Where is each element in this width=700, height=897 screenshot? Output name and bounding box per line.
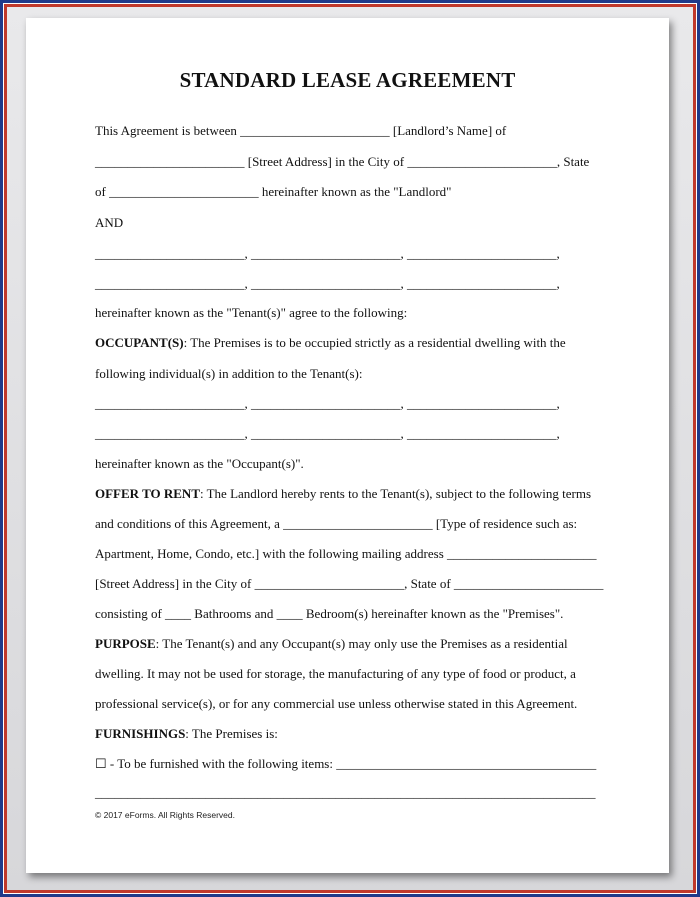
line-offer-2: and conditions of this Agreement, a _______________________ [Type of residence such as: xyxy=(95,516,578,531)
line-offer-1: OFFER TO RENT: The Landlord hereby rents to the Tenant(s), subject to the following terms xyxy=(95,486,592,501)
copyright-notice: © 2017 eForms. All Rights Reserved. xyxy=(95,810,235,820)
line-parties-1: This Agreement is between _______________________ [Landlord’s Name] of xyxy=(95,123,507,138)
document-page xyxy=(26,18,669,873)
line-occupants-1: OCCUPANT(S): The Premises is to be occupied strictly as a residential dwelling with the xyxy=(95,335,566,350)
line-offer-3: Apartment, Home, Condo, etc.] with the following mailing address _______________________ xyxy=(95,546,597,561)
line-tenant-names-1: _______________________, _______________________, _______________________, xyxy=(95,246,560,261)
line-parties-3: of _______________________ hereinafter known as the "Landlord" xyxy=(95,184,452,199)
line-offer-4: [Street Address] in the City of _______________________, State of _______________________ xyxy=(95,576,604,591)
line-occupant-names-2: _______________________, _______________________, _______________________, xyxy=(95,426,560,441)
line-and: AND xyxy=(95,215,124,230)
section-heading-occupants: OCCUPANT(S) xyxy=(95,335,184,350)
line-furnishings-3: _____________________________________________________________________________ xyxy=(95,785,596,800)
line-occupant-names-1: _______________________, _______________________, _______________________, xyxy=(95,396,560,411)
section-heading-offer: OFFER TO RENT xyxy=(95,486,200,501)
section-heading-furnishings: FURNISHINGS xyxy=(95,726,186,741)
furnished-checkbox-line[interactable]: ☐ - To be furnished with the following items: ________________________________________ xyxy=(95,756,597,771)
line-purpose-2: dwelling. It may not be used for storage, the manufacturing of any type of food or product, a xyxy=(95,666,576,681)
section-heading-purpose: PURPOSE xyxy=(95,636,156,651)
line-tenant-known: hereinafter known as the "Tenant(s)" agree to the following: xyxy=(95,305,408,320)
line-offer-5: consisting of ____ Bathrooms and ____ Bedroom(s) hereinafter known as the "Premises". xyxy=(95,606,564,621)
line-occupant-known: hereinafter known as the "Occupant(s)". xyxy=(95,456,304,471)
line-purpose-3: professional service(s), or for any commercial use unless otherwise stated in this Agreement. xyxy=(95,696,578,711)
line-occupants-2: following individual(s) in addition to the Tenant(s): xyxy=(95,366,363,381)
line-purpose-1: PURPOSE: The Tenant(s) and any Occupant(s) may only use the Premises as a residential xyxy=(95,636,568,651)
line-parties-2: _______________________ [Street Address] in the City of _______________________, State xyxy=(95,154,590,169)
line-tenant-names-2: _______________________, _______________________, _______________________, xyxy=(95,276,560,291)
line-furnishings-1: FURNISHINGS: The Premises is: xyxy=(95,726,278,741)
line-furnishings-2 xyxy=(95,756,615,772)
document-title: STANDARD LEASE AGREEMENT xyxy=(179,68,516,92)
